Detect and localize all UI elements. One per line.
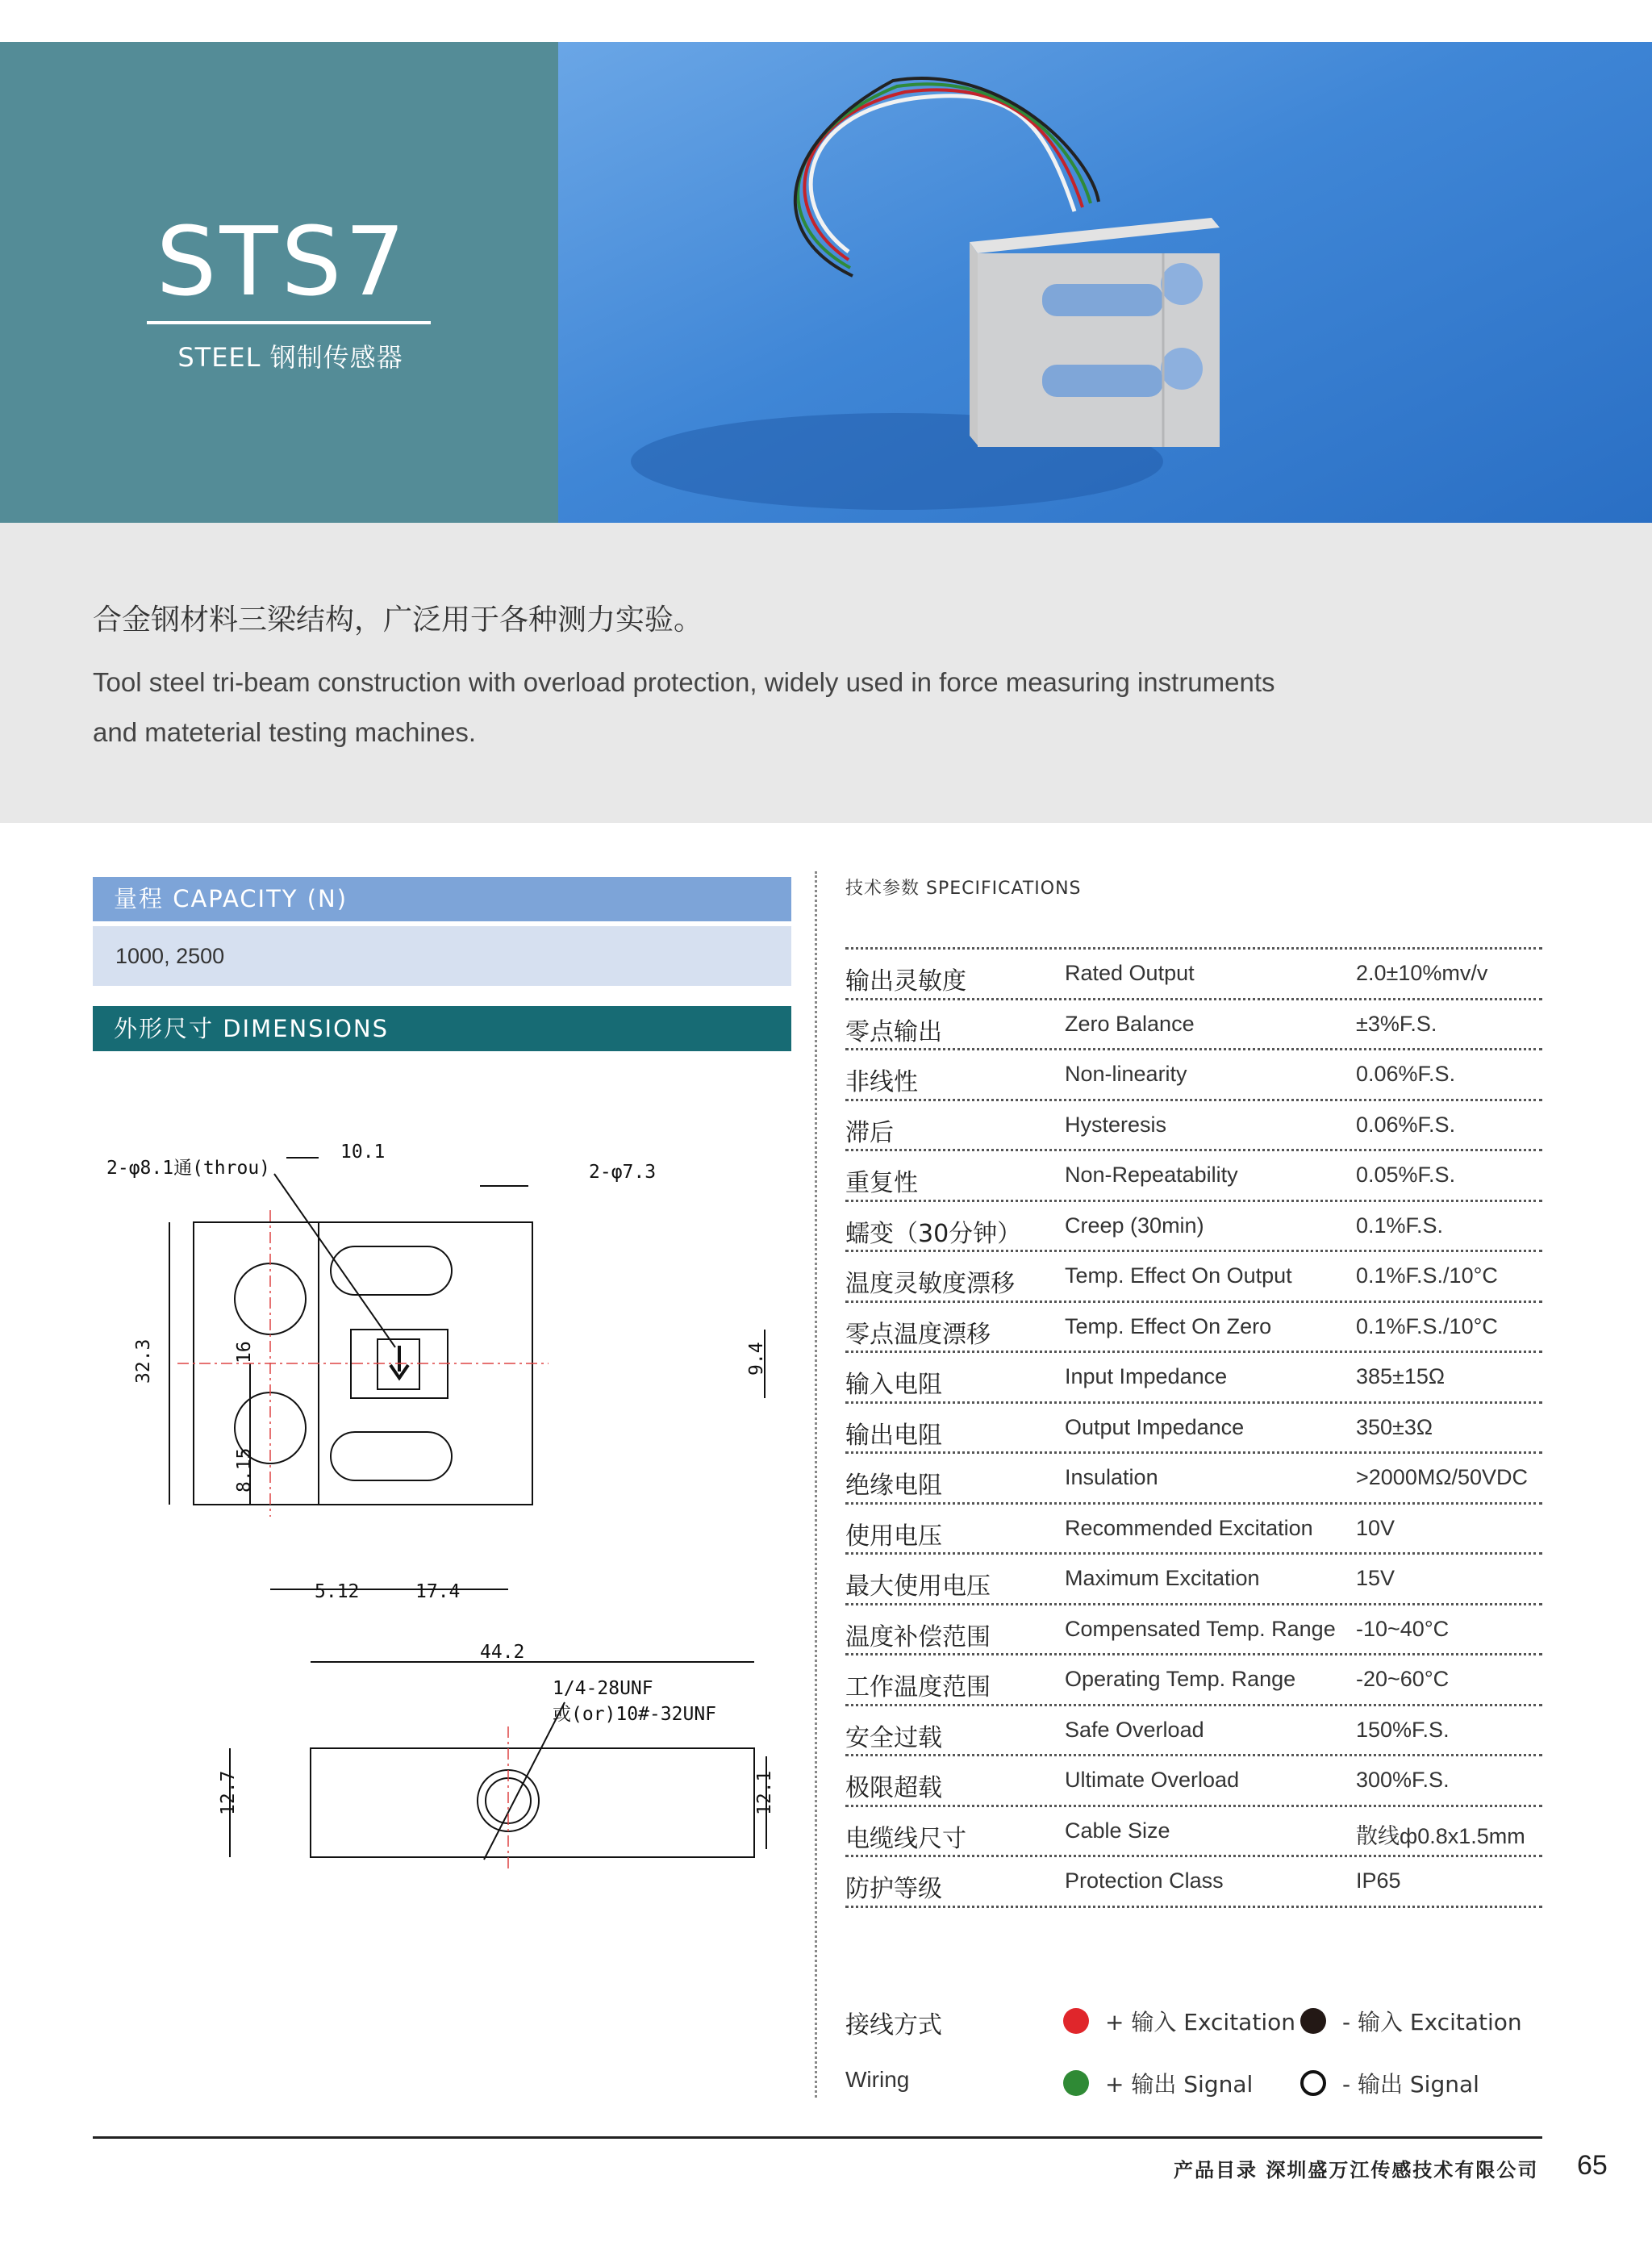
spec-row [845,1099,1542,1150]
spec-en: Hysteresis [1065,1112,1167,1137]
spec-cn: 重复性 [845,1169,918,1197]
dim-9-4: 9.4 [746,1342,767,1376]
spec-en: Non-linearity [1065,1062,1187,1086]
spec-value: 0.06%F.S. [1356,1112,1456,1137]
spec-value: 0.1%F.S./10°C [1356,1263,1498,1288]
spec-cn: 滞后 [845,1118,894,1147]
spec-value: ±3%F.S. [1356,1011,1437,1036]
white-dot-icon [1300,2070,1326,2096]
green-dot-icon [1063,2070,1089,2096]
title-underline [147,321,431,324]
dim-12-7: 12.7 [218,1770,239,1815]
spec-en: Zero Balance [1065,1011,1195,1036]
dim-44-2: 44.2 [480,1642,525,1663]
dim-hole-through: 2-φ8.1通(throu) [106,1158,271,1179]
dimensions-heading: 外形尺寸 DIMENSIONS [93,1006,791,1051]
spec-row [845,1552,1542,1603]
spec-en: Compensated Temp. Range [1065,1616,1336,1641]
spec-value: 散线ф0.8x1.5mm [1356,1823,1525,1848]
spec-en: Operating Temp. Range [1065,1667,1296,1691]
dim-thread-2: 或(or)10#-32UNF [553,1704,717,1725]
description-en [93,658,1383,758]
spec-cn: 安全过载 [845,1723,942,1752]
description-en-line2: and mateterial testing machines. [93,717,477,747]
specifications-title: 技术参数 SPECIFICATIONS [845,879,1082,899]
spec-cn: 零点温度漂移 [845,1320,991,1349]
spec-row [845,1250,1542,1301]
spec-cn: 温度补偿范围 [845,1622,991,1651]
black-dot-icon [1300,2008,1326,2034]
spec-en: Input Impedance [1065,1364,1228,1388]
spec-row [845,1855,1542,1908]
spec-en: Recommended Excitation [1065,1515,1313,1540]
spec-value: 300%F.S. [1356,1768,1450,1792]
spec-value: 15V [1356,1566,1395,1590]
description-en-line1: Tool steel tri-beam construction with overload protection, widely used in force measuring instruments [93,667,1275,697]
spec-row [845,1754,1542,1805]
spec-en: Protection Class [1065,1868,1224,1893]
spec-en: Non-Repeatability [1065,1163,1238,1187]
spec-row [845,1704,1542,1755]
spec-row [845,1653,1542,1704]
product-subtitle: STEEL 钢制传感器 [177,342,403,373]
dim-5-12: 5.12 [315,1581,360,1602]
spec-row [845,1149,1542,1200]
spec-cn: 输出电阻 [845,1421,942,1450]
spec-en: Temp. Effect On Zero [1065,1313,1272,1338]
spec-en: Maximum Excitation [1065,1566,1260,1590]
spec-cn: 电缆线尺寸 [845,1824,966,1853]
spec-cn: 非线性 [845,1068,918,1096]
column-divider [815,871,817,2098]
spec-value: IP65 [1356,1868,1401,1893]
spec-en: Creep (30min) [1065,1213,1204,1238]
spec-cn: 极限超载 [845,1774,942,1802]
wire-excitation-negative [1300,2005,1522,2037]
wire-excitation-positive [1063,2005,1295,2037]
spec-en: Output Impedance [1065,1414,1245,1439]
spec-row [845,998,1542,1049]
dim-16: 16 [234,1341,255,1363]
wiring-label-en: Wiring [845,2067,910,2092]
spec-row [845,1301,1542,1351]
spec-value: 2.0±10%mv/v [1356,961,1488,985]
spec-value: 10V [1356,1515,1395,1540]
spec-value: -20~60°C [1356,1667,1450,1691]
spec-cn: 工作温度范围 [845,1673,991,1701]
spec-cn: 防护等级 [845,1875,942,1903]
wire-label: - 输出 Signal [1342,2071,1479,2098]
spec-cn: 蠕变（30分钟） [845,1219,1022,1248]
specifications-table [845,947,1542,1908]
dim-17-4: 17.4 [415,1581,461,1602]
spec-en: Insulation [1065,1465,1158,1489]
spec-en: Safe Overload [1065,1717,1204,1742]
spec-cn: 使用电压 [845,1522,942,1551]
spec-row [845,947,1542,998]
spec-value: 150%F.S. [1356,1717,1450,1742]
spec-value: 385±15Ω [1356,1364,1446,1388]
dim-8-15: 8.15 [234,1447,255,1493]
spec-cn: 最大使用电压 [845,1572,991,1601]
dim-32-3: 32.3 [133,1338,154,1384]
wire-signal-positive [1063,2067,1253,2099]
capacity-heading: 量程 CAPACITY (N) [93,877,791,921]
product-photo [558,42,1652,523]
footer-rule [93,2136,1542,2139]
dim-12-1: 12.1 [754,1770,775,1815]
dim-hole-small: 2-φ7.3 [589,1162,657,1183]
spec-en: Rated Output [1065,961,1195,985]
wire-label: + 输出 Signal [1105,2071,1254,2098]
spec-cn: 零点输出 [845,1017,942,1046]
spec-row [845,1351,1542,1401]
red-dot-icon [1063,2008,1089,2034]
dim-10-1: 10.1 [340,1142,386,1163]
product-model: STS7 [156,206,409,317]
description-cn: 合金钢材料三梁结构，广泛用于各种测力实验。 [93,603,703,637]
spec-en: Cable Size [1065,1818,1170,1843]
spec-value: 350±3Ω [1356,1414,1433,1439]
spec-value: 0.05%F.S. [1356,1163,1456,1187]
spec-value: >2000MΩ/50VDC [1356,1465,1529,1489]
spec-row [845,1401,1542,1452]
wiring-label-cn: 接线方式 [845,2011,942,2040]
page-number: 65 [1577,2150,1608,2181]
spec-row [845,1603,1542,1654]
spec-cn: 温度灵敏度漂移 [845,1270,1015,1298]
footer-company: 产品目录 深圳盛万江传感技术有限公司 [1174,2159,1539,2181]
spec-cn: 输入电阻 [845,1371,942,1399]
spec-row [845,1048,1542,1099]
wire-label: - 输入 Excitation [1342,2009,1522,2035]
spec-cn: 输出灵敏度 [845,967,966,996]
dimension-drawing [89,1113,799,1891]
spec-row [845,1502,1542,1553]
spec-value: -10~40°C [1356,1616,1450,1641]
spec-value: 0.1%F.S. [1356,1213,1444,1238]
spec-value: 0.06%F.S. [1356,1062,1456,1086]
capacity-value: 1000, 2500 [93,926,791,986]
wire-signal-negative [1300,2067,1479,2099]
spec-cn: 绝缘电阻 [845,1472,942,1500]
spec-value: 0.1%F.S./10°C [1356,1313,1498,1338]
spec-row [845,1451,1542,1502]
spec-row [845,1200,1542,1250]
spec-row [845,1805,1542,1856]
dim-thread-1: 1/4-28UNF [553,1678,653,1699]
spec-en: Temp. Effect On Output [1065,1263,1292,1288]
wire-label: + 输入 Excitation [1105,2009,1295,2035]
spec-en: Ultimate Overload [1065,1768,1240,1792]
